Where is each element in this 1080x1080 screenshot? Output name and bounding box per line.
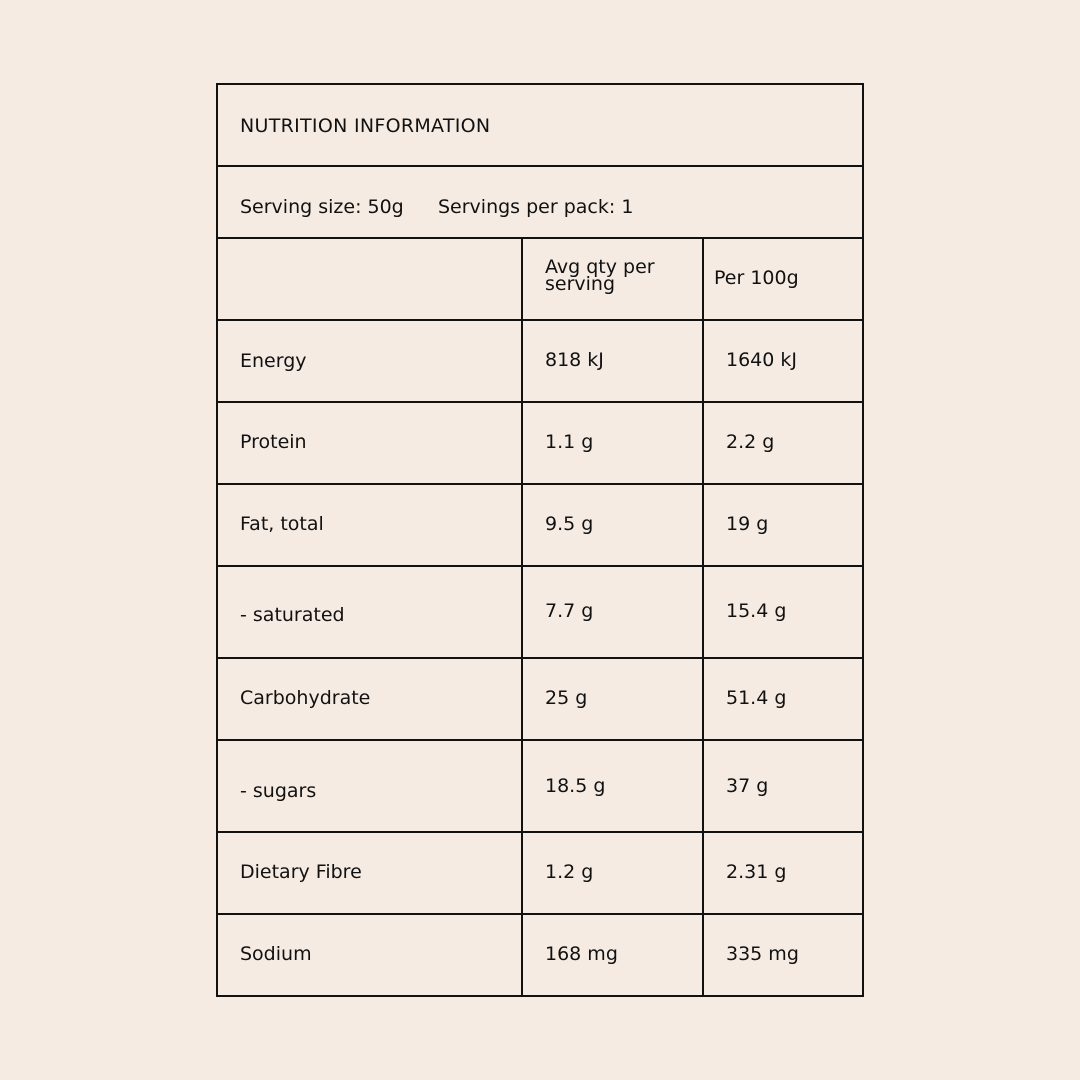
row-per-100g: 1640 kJ [726, 349, 797, 371]
row-per-serving: 25 g [545, 687, 588, 709]
row-label: Protein [240, 431, 307, 453]
row-label: Dietary Fibre [240, 861, 362, 883]
row-per-100g: 2.31 g [726, 861, 787, 883]
row-per-100g: 51.4 g [726, 687, 787, 709]
nutrition-panel [216, 83, 864, 997]
table-row-sugars [218, 741, 862, 833]
row-per-serving: 168 mg [545, 943, 618, 965]
table-row-energy [218, 321, 862, 403]
servings-per-pack: Servings per pack: 1 [438, 196, 634, 218]
header-per-100g: Per 100g [714, 267, 799, 289]
row-per-serving: 1.1 g [545, 431, 594, 453]
table-row-saturated [218, 567, 862, 659]
row-per-serving: 818 kJ [545, 349, 604, 371]
row-per-100g: 2.2 g [726, 431, 775, 453]
row-per-serving: 7.7 g [545, 600, 594, 622]
header-label-cell [218, 239, 523, 319]
table-row-fat-total [218, 485, 862, 567]
row-label: - saturated [240, 604, 345, 626]
header-per-100g-cell [704, 239, 862, 319]
header-per-serving-cell [523, 239, 704, 319]
row-per-100g: 15.4 g [726, 600, 787, 622]
row-per-serving: 18.5 g [545, 775, 606, 797]
panel-title: NUTRITION INFORMATION [240, 115, 491, 137]
row-per-100g: 37 g [726, 775, 769, 797]
table-header-row [218, 239, 862, 321]
table-row-protein [218, 403, 862, 485]
table-row-carbohydrate [218, 659, 862, 741]
row-per-serving: 1.2 g [545, 861, 594, 883]
row-label: Energy [240, 350, 307, 372]
row-label: - sugars [240, 780, 317, 802]
header-per-serving: Avg qty per serving [545, 256, 655, 295]
row-per-100g: 19 g [726, 513, 769, 535]
table-row-dietary-fibre [218, 833, 862, 915]
row-per-serving: 9.5 g [545, 513, 594, 535]
row-per-100g: 335 mg [726, 943, 799, 965]
nutrition-table [218, 239, 862, 995]
title-row [218, 85, 862, 167]
row-label: Carbohydrate [240, 687, 371, 709]
table-row-sodium [218, 915, 862, 995]
serving-size: Serving size: 50g [240, 196, 404, 218]
row-label: Sodium [240, 943, 312, 965]
serving-info-row [218, 167, 862, 239]
row-label: Fat, total [240, 513, 324, 535]
